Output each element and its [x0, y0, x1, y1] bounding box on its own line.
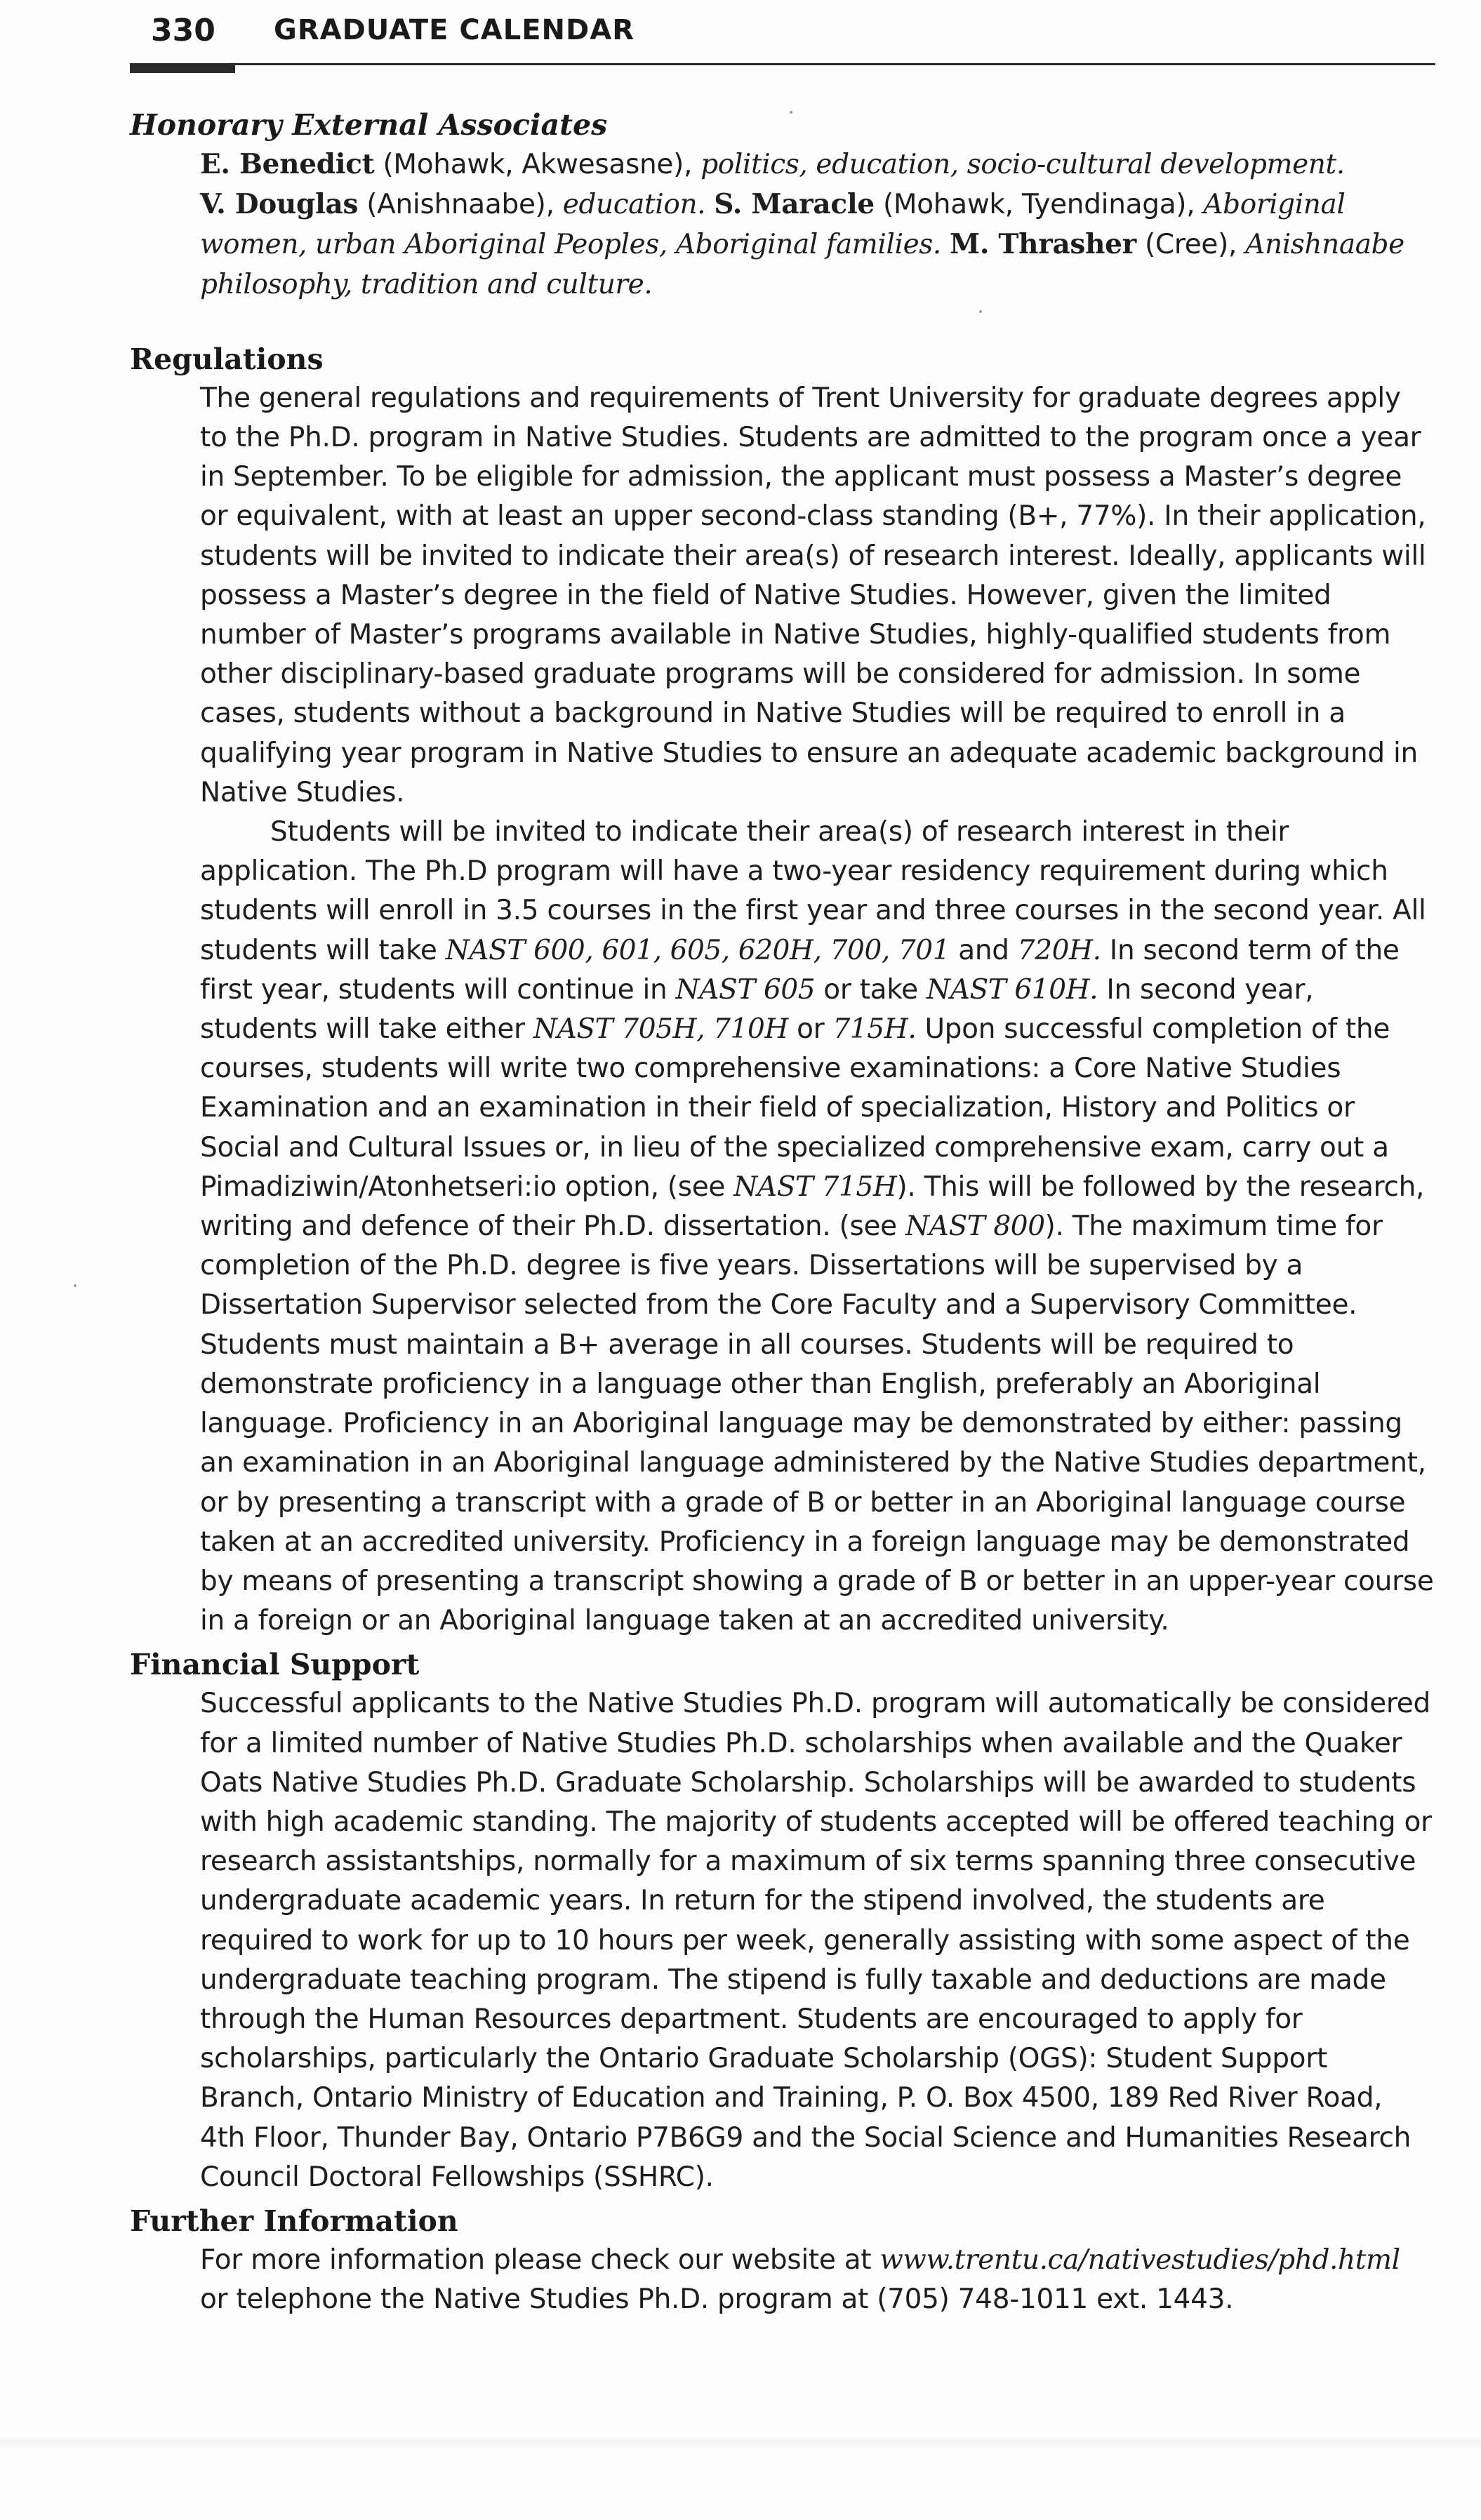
course-code: NAST 715H: [733, 1171, 897, 1203]
text-run: ). The maximum time for completion of the Ph.D. degree is five years. Dissertations will be supervised by a Dissertation Supervisor selected from the Core Faculty and a Supervisory Committee. Students must maintain a B+ average in all courses. Students will be required to demonstrate proficiency in a language other than English, preferably an Aboriginal language. Proficiency in an Aboriginal language may be demonstrated by either: passing an examination in an Aboriginal language administered by the Native Studies department, or by presenting a transcript with a grade of B or better in an Aboriginal language course taken at an accredited university. Proficiency in a foreign language may be demonstrated by means of presenting a transcript showing a grade of B or better in an upper-year course in a foreign or an Aboriginal language taken at an accredited university.: [200, 1211, 1434, 1637]
text-run: Students will be invited to indicate their area(s) of research interest in their application. The Ph.D program will have a two-year residency requirement during which students will enroll in 3.5 courses in the first year and three courses in the second year. All students will take: [200, 816, 1426, 966]
scan-speck: [74, 1284, 77, 1287]
regulations-paragraph-1: The general regulations and requirements of Trent University for graduate degrees apply to the Ph.D. program in Native Studies. Students are admitted to the program once a year in September. To be eligible for admission, the applicant must possess a Master’s degree or equivalent, with at least an upper second-class standing (B+, 77%). In their application, students will be invited to indicate their area(s) of research interest. Ideally, applicants will possess a Master’s degree in the field of Native Studies. However, given the limited number of Master’s programs available in Native Studies, highly-qualified students from other disciplinary-based graduate programs will be considered for admission. In some cases, students without a background in Native Studies will be required to enroll in a qualifying year program in Native Studies to ensure an adequate academic background in Native Studies.: [200, 382, 1426, 808]
financial-section: [130, 1645, 1435, 2197]
financial-paragraph: Successful applicants to the Native Studies Ph.D. program will automatically be considered for a limited number of Native Studies Ph.D. scholarships when available and the Quaker Oats Native Studies Ph.D. Graduate Scholarship. Scholarships will be awarded to students with high academic standing. The majority of students accepted will be offered teaching or research assistantships, normally for a maximum of six terms spanning three consecutive undergraduate academic years. In return for the stipend involved, the students are required to work for up to 10 hours per week, generally assisting with some aspect of the undergraduate teaching program. The stipend is fully taxable and deductions are made through the Human Resources department. Students are encouraged to apply for scholarships, particularly the Ontario Graduate Scholarship (OGS): Student Support Branch, Ontario Ministry of Education and Training, P. O. Box 4500, 189 Red River Road, 4th Floor, Thunder Bay, Ontario P7B6G9 and the Social Science and Humanities Research Council Doctoral Fellowships (SSHRC).: [200, 1688, 1432, 2193]
page-number: 330: [151, 13, 215, 48]
associate-affiliation: (Cree),: [1136, 229, 1246, 261]
text-run: ). This will be followed by the research, writing and defence of their Ph.D. dissertation. (see: [200, 1171, 1425, 1243]
regulations-section: [130, 340, 1435, 1641]
text-run: Upon successful completion of the courses, students will write two comprehensive examinations: a Core Native Studies Examination and an examination in their field of specialization, History and Politics or Social and Cultural Issues or, in lieu of the specialized comprehensive exam, carry out a Pimadiziwin/Atonhetseri:io option, (see: [200, 1013, 1390, 1203]
associates-section: [130, 105, 1435, 305]
text-run: or take: [815, 973, 927, 1006]
associates-list: [200, 145, 1435, 305]
further-text-after: or telephone the Native Studies Ph.D. program at (705) 748-1011 ext. 1443.: [200, 2284, 1234, 2316]
scan-edge: [0, 2435, 1481, 2449]
scan-speck: [979, 310, 982, 313]
scan-speck: [790, 111, 792, 114]
page-content: [130, 105, 1435, 2319]
course-code: NAST 610H.: [926, 973, 1098, 1006]
financial-heading: Financial Support: [130, 1648, 420, 1682]
regulations-heading: Regulations: [130, 342, 324, 376]
associate-name: M. Thrasher: [950, 228, 1136, 261]
associate-entry: [200, 149, 1345, 180]
course-code: NAST 605: [675, 973, 816, 1006]
course-code: 720H.: [1017, 934, 1101, 966]
associate-areas: education.: [562, 189, 706, 221]
associate-name: V. Douglas: [200, 188, 359, 221]
regulations-paragraph-2: [200, 813, 1435, 1641]
associates-heading: Honorary External Associates: [130, 108, 608, 142]
text-run: In second year, students will take either: [200, 973, 1314, 1046]
text-run: In second term of the first year, students will continue in: [200, 934, 1400, 1006]
text-run: or: [788, 1013, 833, 1046]
course-code: NAST 800: [905, 1211, 1045, 1243]
associate-affiliation: (Mohawk, Akwesasne),: [374, 149, 701, 180]
header-tab-marker: [130, 63, 235, 73]
associate-areas: Anishnaabe philosophy, tradition and culture.: [200, 229, 1404, 300]
course-code: 715H.: [832, 1013, 917, 1046]
running-title: GRADUATE CALENDAR: [274, 14, 635, 46]
header-rule: [130, 63, 1435, 65]
associate-affiliation: (Anishnaabe),: [358, 189, 563, 221]
page-header: [130, 7, 1435, 63]
further-text-before: For more information please check our website at: [200, 2244, 880, 2276]
associate-name: E. Benedict: [200, 148, 375, 180]
associate-name: S. Maracle: [714, 188, 875, 221]
course-code: NAST 600, 601, 605, 620H, 700, 701: [445, 934, 950, 966]
further-section: [130, 2201, 1435, 2319]
further-paragraph: [200, 2241, 1435, 2319]
associate-entry: [200, 189, 705, 220]
associate-affiliation: (Mohawk, Tyendinaga),: [874, 189, 1204, 221]
text-run: and: [950, 934, 1018, 966]
course-code: NAST 705H, 710H: [533, 1013, 788, 1046]
associate-areas: politics, education, socio-cultural development.: [700, 149, 1345, 180]
website-link[interactable]: www.trentu.ca/nativestudies/phd.html: [879, 2244, 1400, 2276]
associate-areas: Aboriginal women, urban Aboriginal Peoples, Aboriginal families.: [200, 189, 1346, 261]
further-heading: Further Information: [130, 2204, 458, 2238]
